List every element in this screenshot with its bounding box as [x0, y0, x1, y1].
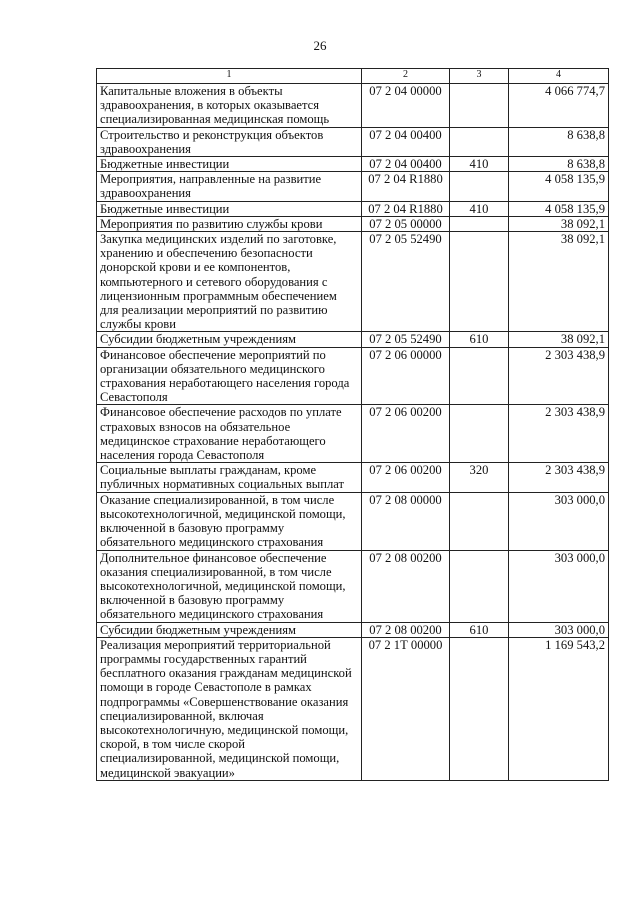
budget-table	[96, 68, 609, 781]
row-kind	[450, 347, 509, 405]
column-header-amount: 4	[509, 69, 609, 84]
row-kind: 410	[450, 201, 509, 216]
row-name: Дополнительное финансовое обеспечение оказания специализированной, в том числе высокотехнологичной, медицинской помощи, включенной в базовую программу обязательного медицинского страхования	[97, 550, 362, 622]
row-amount: 2 303 438,9	[509, 405, 609, 463]
table-header-row	[97, 69, 609, 84]
row-kind: 320	[450, 463, 509, 492]
row-amount: 1 169 543,2	[509, 637, 609, 780]
row-kind	[450, 492, 509, 550]
row-amount: 2 303 438,9	[509, 463, 609, 492]
row-name: Финансовое обеспечение расходов по уплате страховых взносов на обязательное медицинское страхование неработающего населения города Севастополя	[97, 405, 362, 463]
row-name: Социальные выплаты гражданам, кроме публичных нормативных социальных выплат	[97, 463, 362, 492]
row-amount: 38 092,1	[509, 216, 609, 231]
table-row	[97, 637, 609, 780]
row-amount: 2 303 438,9	[509, 347, 609, 405]
row-name: Реализация мероприятий территориальной программы государственных гарантий бесплатного оказания гражданам медицинской помощи в городе Севастополе в рамках подпрограммы «Совершенствование оказания специализированной, включая высокотехнологичную, медицинской помощи, скорой, в том числе скорой специализированной, медицинской помощи, медицинской эвакуации»	[97, 637, 362, 780]
row-name: Капитальные вложения в объекты здравоохранения, в которых оказывается специализированная медицинская помощь	[97, 84, 362, 128]
row-code: 07 2 05 52490	[362, 332, 450, 347]
table-row	[97, 463, 609, 492]
row-amount: 4 058 135,9	[509, 201, 609, 216]
row-kind	[450, 232, 509, 332]
table-row	[97, 172, 609, 201]
column-header-kind: 3	[450, 69, 509, 84]
row-amount: 303 000,0	[509, 622, 609, 637]
row-amount: 303 000,0	[509, 492, 609, 550]
row-amount: 38 092,1	[509, 232, 609, 332]
row-code: 07 2 05 52490	[362, 232, 450, 332]
row-kind: 610	[450, 332, 509, 347]
row-code: 07 2 08 00200	[362, 622, 450, 637]
row-amount: 8 638,8	[509, 127, 609, 156]
row-kind	[450, 550, 509, 622]
row-code: 07 2 04 00000	[362, 84, 450, 128]
row-name: Мероприятия, направленные на развитие здравоохранения	[97, 172, 362, 201]
table-row	[97, 84, 609, 128]
row-code: 07 2 1Т 00000	[362, 637, 450, 780]
table-row	[97, 492, 609, 550]
row-name: Финансовое обеспечение мероприятий по организации обязательного медицинского страхования неработающего населения города Севастополя	[97, 347, 362, 405]
row-code: 07 2 06 00200	[362, 405, 450, 463]
row-code: 07 2 04 00400	[362, 157, 450, 172]
row-amount: 4 066 774,7	[509, 84, 609, 128]
table-row	[97, 347, 609, 405]
row-kind: 410	[450, 157, 509, 172]
table-row	[97, 216, 609, 231]
table-row	[97, 157, 609, 172]
row-code: 07 2 06 00200	[362, 463, 450, 492]
column-header-code: 2	[362, 69, 450, 84]
table-row	[97, 622, 609, 637]
row-name: Закупка медицинских изделий по заготовке, хранению и обеспечению безопасности донорской крови и ее компонентов, компьютерного и сетевого оборудования с лицензионным программным обеспечением для реализации мероприятий по развитию службы крови	[97, 232, 362, 332]
table-row	[97, 127, 609, 156]
row-amount: 38 092,1	[509, 332, 609, 347]
row-code: 07 2 05 00000	[362, 216, 450, 231]
table-row	[97, 232, 609, 332]
row-name: Субсидии бюджетным учреждениям	[97, 332, 362, 347]
row-code: 07 2 04 R1880	[362, 172, 450, 201]
table-row	[97, 201, 609, 216]
row-kind	[450, 127, 509, 156]
row-amount: 4 058 135,9	[509, 172, 609, 201]
row-kind: 610	[450, 622, 509, 637]
row-name: Субсидии бюджетным учреждениям	[97, 622, 362, 637]
row-name: Мероприятия по развитию службы крови	[97, 216, 362, 231]
row-amount: 303 000,0	[509, 550, 609, 622]
table-row	[97, 405, 609, 463]
row-name: Строительство и реконструкция объектов здравоохранения	[97, 127, 362, 156]
row-code: 07 2 04 00400	[362, 127, 450, 156]
row-name: Бюджетные инвестиции	[97, 201, 362, 216]
row-code: 07 2 08 00000	[362, 492, 450, 550]
row-kind	[450, 172, 509, 201]
table-row	[97, 550, 609, 622]
row-kind	[450, 637, 509, 780]
row-kind	[450, 84, 509, 128]
row-name: Оказание специализированной, в том числе высокотехнологичной, медицинской помощи, включенной в базовую программу обязательного медицинского страхования	[97, 492, 362, 550]
column-header-name: 1	[97, 69, 362, 84]
row-name: Бюджетные инвестиции	[97, 157, 362, 172]
row-kind	[450, 216, 509, 231]
row-code: 07 2 06 00000	[362, 347, 450, 405]
row-code: 07 2 04 R1880	[362, 201, 450, 216]
table-row	[97, 332, 609, 347]
row-kind	[450, 405, 509, 463]
row-amount: 8 638,8	[509, 157, 609, 172]
row-code: 07 2 08 00200	[362, 550, 450, 622]
page-number: 26	[313, 38, 327, 53]
